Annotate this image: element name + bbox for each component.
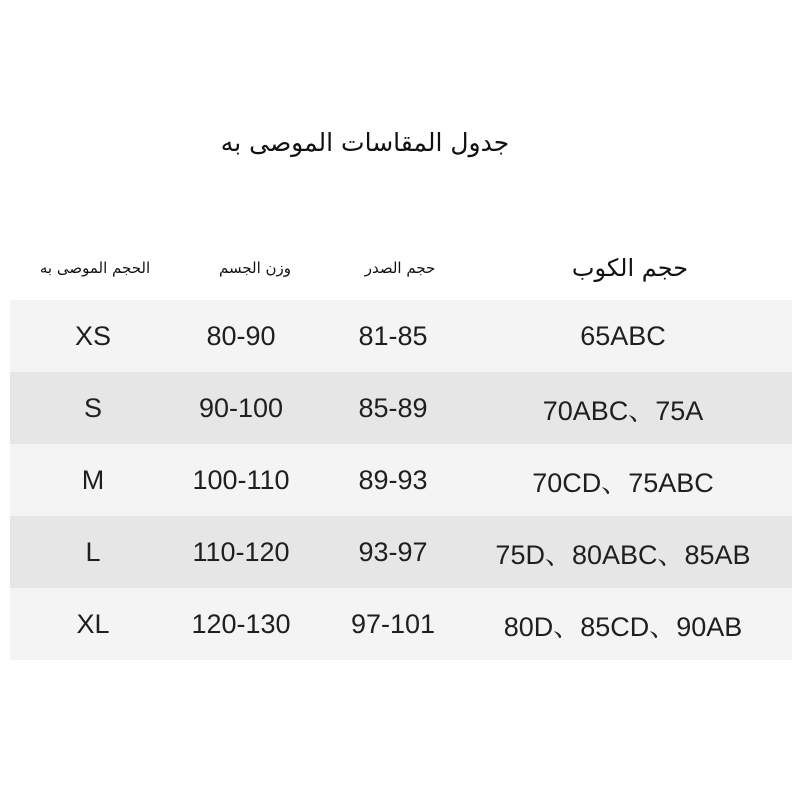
chest-cell: 85-89: [358, 392, 428, 423]
chest-cell: 89-93: [358, 464, 428, 495]
size-cell: XL: [76, 608, 110, 639]
table-row: [10, 300, 792, 372]
table-row: [10, 516, 792, 588]
weight-cell: 80-90: [206, 320, 276, 351]
header-cup-size: حجم الكوب: [571, 254, 689, 282]
weight-cell: 100-110: [192, 464, 290, 495]
cup-cell: 80D、85CD、90AB: [503, 611, 743, 642]
cup-cell: 75D、80ABC、85AB: [495, 539, 751, 570]
weight-cell: 120-130: [191, 608, 291, 639]
size-cell: S: [83, 392, 102, 423]
header-body-weight: وزن الجسم: [218, 259, 292, 277]
table-row: [10, 588, 792, 660]
chest-cell: 81-85: [358, 320, 428, 351]
cup-cell: 70ABC、75A: [542, 395, 704, 426]
table-header: [0, 248, 800, 288]
chest-cell: 97-101: [350, 608, 436, 639]
cup-cell: 70CD、75ABC: [532, 467, 714, 498]
chest-cell: 93-97: [358, 536, 428, 567]
size-cell: M: [81, 464, 105, 495]
table-row: [10, 372, 792, 444]
weight-cell: 90-100: [198, 392, 284, 423]
header-recommended-size: الحجم الموصى به: [39, 259, 151, 277]
page-title: جدول المقاسات الموصى به: [220, 128, 510, 157]
size-table: [10, 300, 792, 660]
weight-cell: 110-120: [192, 536, 290, 567]
size-cell: L: [85, 536, 101, 567]
cup-cell: 65ABC: [580, 320, 666, 351]
size-cell: XS: [74, 320, 112, 351]
header-chest-size: حجم الصدر: [364, 259, 436, 277]
table-row: [10, 444, 792, 516]
